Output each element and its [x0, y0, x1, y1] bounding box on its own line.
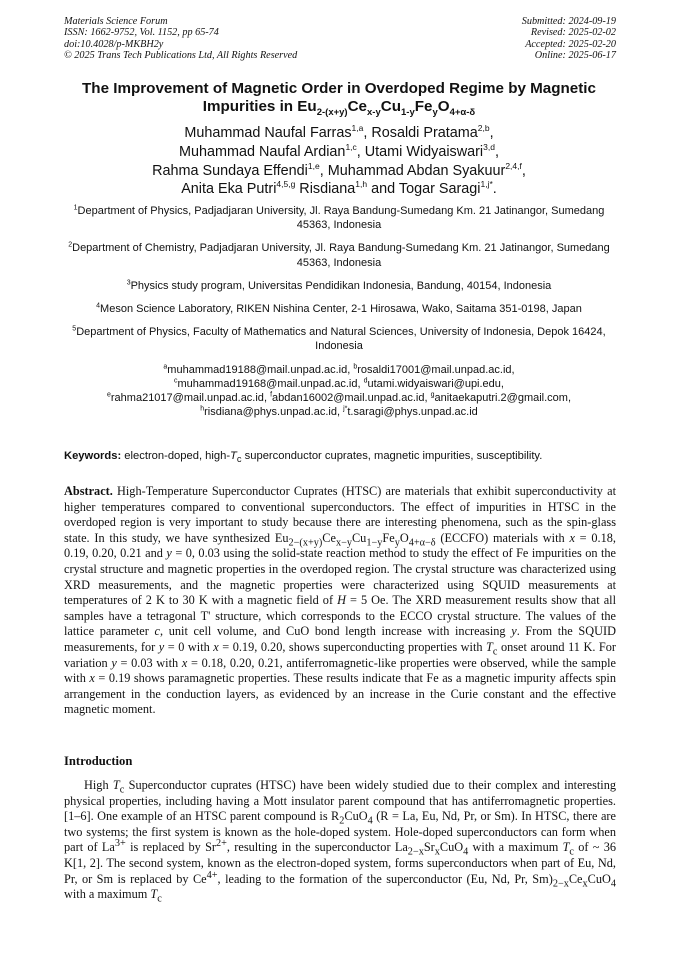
abstract-text: = 0, 0.03 using the solid-state reaction method to study the effect of Fe impurities on the crystal structure and magnetic properties in the overdoped region. The crystal structure was characterized using XRD measurements, and the magnetic properties were characterized using SQUID measurements at temperatures of 2 K to 30 K with a magnetic field of — [64, 546, 617, 608]
author-name: Togar Saragi — [398, 181, 481, 198]
email-sup: a — [163, 362, 168, 370]
abstract-text: H — [337, 593, 346, 608]
accepted-date: Accepted: 2025-02-20 — [525, 38, 616, 50]
intro-text: 4 — [610, 878, 616, 890]
intro-text: of ~ 36 K[1, 2]. The second system, known as the electron-doped system, forms superconductors when part of Eu, Nd, Pr, or Sm is replaced by Ce — [64, 840, 617, 886]
title-sub: 2-(x+y) — [316, 106, 348, 118]
abstract-text: . From the SQUID measurements, for — [64, 624, 617, 654]
email-line-1: $^a$muhammad19188@mail.unpad.ac.id, $^b$rosaldi17001@mail.unpad.ac.id, — [163, 362, 515, 376]
author-emails — [62, 363, 616, 420]
intro-text: with a maximum — [64, 887, 151, 902]
keywords-label: Keywords: — [64, 450, 122, 462]
intro-text: x — [582, 878, 588, 890]
abstract-text: T — [486, 639, 493, 654]
intro-text: c — [569, 846, 574, 858]
email-line-4: $^h$risdiana@phys.unpad.ac.id, $^{j*}$t.saragi@phys.unpad.ac.id — [200, 405, 478, 419]
affiliation-5 — [62, 325, 616, 353]
author-sup: 4,5,g — [276, 179, 296, 190]
journal-doi: doi:10.4028/p-MKBH2y — [64, 38, 164, 50]
affiliation-text: Department of Chemistry, Padjadjaran University, Jl. Raya Bandung-Sumedang Km. 21 Jatinangor, Sumedang 45363, Indonesia — [72, 242, 610, 269]
intro-text: Sr — [423, 840, 435, 855]
title-text: Ce — [347, 97, 368, 115]
intro-text: with a maximum — [468, 840, 563, 855]
intro-text: High — [84, 778, 113, 792]
abstract-text: y — [166, 546, 172, 561]
email-link[interactable]: rosaldi17001@mail.unpad.ac.id — [357, 363, 512, 376]
submitted-date: Submitted: 2024-09-19 — [521, 16, 616, 27]
title-line-1: The Improvement of Magnetic Order in Overdoped Regime by Magnetic — [82, 80, 596, 97]
affiliation-sup: 4 — [96, 302, 101, 310]
email-link[interactable]: abdan16002@mail.unpad.ac.id — [272, 392, 425, 405]
author-sup: 1,a — [351, 123, 364, 134]
abstract-text: = 5 Oe. The XRD measurement results show that all samples have a tetragonal T' structure, which corresponds to the ECCO crystal structure. The values of the lattice parameter — [64, 593, 616, 639]
title-text: Cu — [380, 97, 401, 115]
abstract-text: , unit cell volume, and CuO bond length increase with increasing — [160, 624, 512, 639]
title-text: Impurities in Eu — [202, 97, 317, 115]
author-line-4 — [40, 180, 638, 199]
author-name: Muhammad Abdan Syakuur — [327, 162, 506, 179]
abstract-text: = 0.18, 0.20, 0.21, antiferromagnetic-like properties were observed, while the sample with — [64, 655, 616, 686]
intro-text: 2+ — [216, 838, 227, 850]
abstract-text: = 0.19 shows paramagnetic properties. These results indicate that Fe as a magnetic impurity affects spin arrangement in the conduction layers, as evidenced by an increase in the Curie constant and the effective magnetic moment. — [64, 671, 616, 717]
abstract-text: onset around 11 K. For variation — [64, 639, 617, 670]
abstract-text: 1−y — [366, 537, 383, 549]
abstract-text: y — [111, 655, 117, 670]
intro-text: 2−x — [552, 878, 569, 890]
intro-text: CuO — [439, 840, 464, 855]
intro-text: c — [157, 893, 162, 905]
abstract-text: O — [399, 530, 409, 545]
email-link[interactable]: t.saragi@phys.unpad.ac.id — [347, 406, 478, 419]
email-sup: g — [430, 391, 435, 399]
affiliation-sup: 2 — [68, 241, 73, 249]
intro-text: c — [119, 784, 125, 796]
abstract-text: 4+α−δ — [408, 537, 436, 549]
author-sep: , — [363, 125, 368, 141]
submission-dates — [522, 16, 616, 62]
affiliation-text: Department of Physics, Faculty of Mathematics and Natural Sciences, University of Indonesia, Depok 16424, Indonesia — [76, 326, 606, 353]
affiliation-1 — [62, 204, 616, 232]
abstract-text: = 0.19, 0.20, shows superconducting properties with — [218, 639, 487, 654]
email-link[interactable]: rahma21017@mail.unpad.ac.id — [110, 392, 264, 405]
email-link[interactable]: risdiana@phys.unpad.ac.id — [204, 406, 337, 419]
author-line-2 — [40, 143, 638, 162]
abstract-text: x — [569, 530, 575, 545]
abstract-text: = 0.03 with — [116, 655, 182, 670]
keywords — [64, 450, 616, 465]
intro-text: Superconductor cuprates (HTSC) have been widely studied due to their complex and interesting physical properties, including having a Mott insulator parent compound that has antiferromagnetic properties. [1–6]. One example of an HTSC parent compound is R — [64, 778, 616, 824]
abstract-label: Abstract. — [64, 484, 113, 498]
intro-text: 2−x — [407, 846, 424, 858]
affiliation-sup: 3 — [126, 279, 131, 287]
author-sup: 1,h — [355, 179, 368, 190]
keywords-text: c — [236, 454, 242, 465]
revised-date: Revised: 2025-02-02 — [530, 27, 616, 39]
abstract-text: = 0.18, 0.19, 0.20, 0.21 and — [64, 530, 616, 561]
email-link[interactable]: anitaekaputri.2@gmail.com — [434, 392, 568, 405]
abstract-text: x−y — [335, 537, 352, 549]
intro-text: CuO — [587, 871, 611, 886]
abstract-text: High-Temperature Superconductor Cuprates (HTSC) are materials that exhibit superconductivity at higher temperatures compared to conventional superconductors. The effect of impurities in HTSC in the overdoped region is very important to study because there are interesting phenomena, such as the spin-glass state. In this study, we have synthesized Eu — [64, 484, 616, 545]
abstract-text: x — [181, 655, 188, 670]
intro-text: Ce — [568, 871, 583, 886]
email-sup: h — [200, 405, 205, 413]
intro-text: T — [112, 778, 120, 792]
email-sup: f — [270, 391, 273, 399]
author-sep: , — [319, 162, 324, 179]
intro-text: 2 — [339, 815, 345, 827]
author-name: Muhammad Naufal Ardian — [179, 143, 346, 160]
email-sup: b — [353, 362, 358, 370]
title-sub: x-y — [367, 106, 381, 118]
author-sep: and — [371, 181, 396, 198]
abstract-text: x — [213, 639, 219, 654]
abstract-text: 2−(x+y) — [288, 537, 323, 549]
affiliation-text: Meson Science Laboratory, RIKEN Nishina Center, 2-1 Hirosawa, Wako, Saitama 351-0198, Japan — [100, 303, 582, 316]
title-sub: 1-y — [401, 106, 415, 118]
intro-text: (R = La, Eu, Nd, Pr, or Sm). In HTSC, there are two systems; the first system is known as the hole-doped system. Hole-doped superconductors can form when part of La — [64, 809, 616, 855]
email-sup: d — [363, 377, 368, 385]
intro-text: 4 — [463, 846, 469, 858]
keywords-text: superconductor cuprates, magnetic impurities, susceptibility. — [241, 450, 543, 462]
intro-text: CuO — [344, 809, 368, 824]
author-line-1 — [40, 124, 638, 143]
author-sep: , — [494, 143, 499, 160]
email-sup: c — [174, 377, 178, 385]
intro-text: T — [562, 840, 570, 855]
author-name: Muhammad Naufal Farras — [184, 125, 352, 141]
author-name: Rosaldi Pratama — [371, 125, 478, 141]
email-sup: j* — [343, 405, 348, 413]
title-text: O — [437, 97, 450, 115]
email-line-2: $^c$muhammad19168@mail.unpad.ac.id, $^d$utami.widyaiswari@upi.edu, — [174, 377, 504, 390]
abstract — [64, 484, 616, 718]
journal-issn: ISSN: 1662-9752, Vol. 1152, pp 65-74 — [64, 27, 219, 39]
intro-text: 3+ — [114, 838, 126, 850]
author-sep: , — [489, 125, 494, 141]
author-line-3 — [40, 162, 638, 181]
author-name: Anita Eka Putri — [181, 181, 277, 198]
abstract-text: y — [394, 537, 400, 549]
journal-name: Materials Science Forum — [64, 16, 168, 27]
abstract-text: Ce — [322, 530, 336, 545]
author-list — [40, 124, 638, 199]
affiliation-2 — [62, 241, 616, 269]
affiliation-text: Physics study program, Universitas Pendidikan Indonesia, Bandung, 40154, Indonesia — [130, 279, 552, 292]
email-link[interactable]: muhammad19168@mail.unpad.ac.id — [177, 377, 358, 390]
affiliation-text: Department of Physics, Padjadjaran University, Jl. Raya Bandung-Sumedang Km. 21 Jatinangor, Sumedang 45363, Indonesia — [77, 205, 605, 232]
author-sup: 2,4,f — [505, 160, 522, 171]
intro-text: 4 — [367, 815, 373, 827]
title-sub: 4+α-δ — [449, 106, 476, 118]
keywords-text: electron-doped, high- — [121, 450, 231, 462]
email-link[interactable]: utami.widyaiswari@upi.edu — [367, 377, 501, 390]
email-sup: e — [106, 391, 111, 399]
abstract-text: y — [158, 639, 165, 654]
abstract-text: c — [492, 646, 498, 658]
journal-copyright: © 2025 Trans Tech Publications Ltd, All Rights Reserved — [64, 50, 298, 62]
journal-info — [64, 16, 297, 62]
introduction-paragraph — [64, 778, 616, 903]
abstract-text: = 0 with — [164, 639, 214, 654]
affiliations — [62, 204, 616, 419]
author-name: Risdiana — [299, 181, 356, 198]
title-text: Fe — [414, 97, 433, 115]
author-name: Rahma Sundaya Effendi — [152, 162, 308, 179]
author-sup: 1,e — [307, 160, 320, 171]
intro-text: , resulting in the superconductor La — [226, 840, 408, 855]
intro-text: x — [434, 846, 440, 858]
introduction-heading: Introduction — [64, 754, 133, 768]
online-date: Online: 2025-06-17 — [534, 50, 616, 62]
author-sup: 2,b — [477, 123, 490, 134]
paper-title — [50, 80, 628, 118]
abstract-text: (ECCFO) materials with — [435, 530, 570, 545]
author-name: Utami Widyaiswari — [364, 143, 484, 160]
author-sup: 3,d — [483, 142, 495, 152]
intro-text: is replaced by Sr — [125, 840, 217, 855]
affiliation-4 — [62, 302, 616, 316]
keywords-text: T — [230, 450, 237, 462]
abstract-text: x — [89, 671, 95, 686]
author-sep: . — [492, 181, 497, 198]
author-sup: 1,j* — [480, 179, 493, 190]
author-sep: , — [356, 143, 361, 160]
affiliation-3 — [62, 279, 616, 293]
abstract-text: Fe — [382, 530, 395, 545]
title-line-2 — [50, 98, 628, 116]
intro-text: T — [150, 887, 158, 902]
email-link[interactable]: muhammad19188@mail.unpad.ac.id — [167, 363, 348, 376]
affiliation-sup: 1 — [73, 204, 78, 212]
email-line-3: $^e$rahma21017@mail.unpad.ac.id, $^f$abdan16002@mail.unpad.ac.id, $^g$anitaekaputri.2@gmail.com, — [106, 391, 572, 405]
abstract-text: y — [511, 624, 517, 639]
abstract-text: Cu — [351, 530, 367, 545]
intro-text: 4+ — [206, 869, 218, 881]
author-sup: 1,c — [345, 142, 357, 152]
abstract-text: c — [154, 624, 160, 639]
title-sub: y — [432, 106, 438, 118]
author-sep: , — [521, 162, 526, 179]
affiliation-sup: 5 — [72, 325, 77, 333]
intro-text: , leading to the formation of the superconductor (Eu, Nd, Pr, Sm) — [217, 871, 553, 886]
